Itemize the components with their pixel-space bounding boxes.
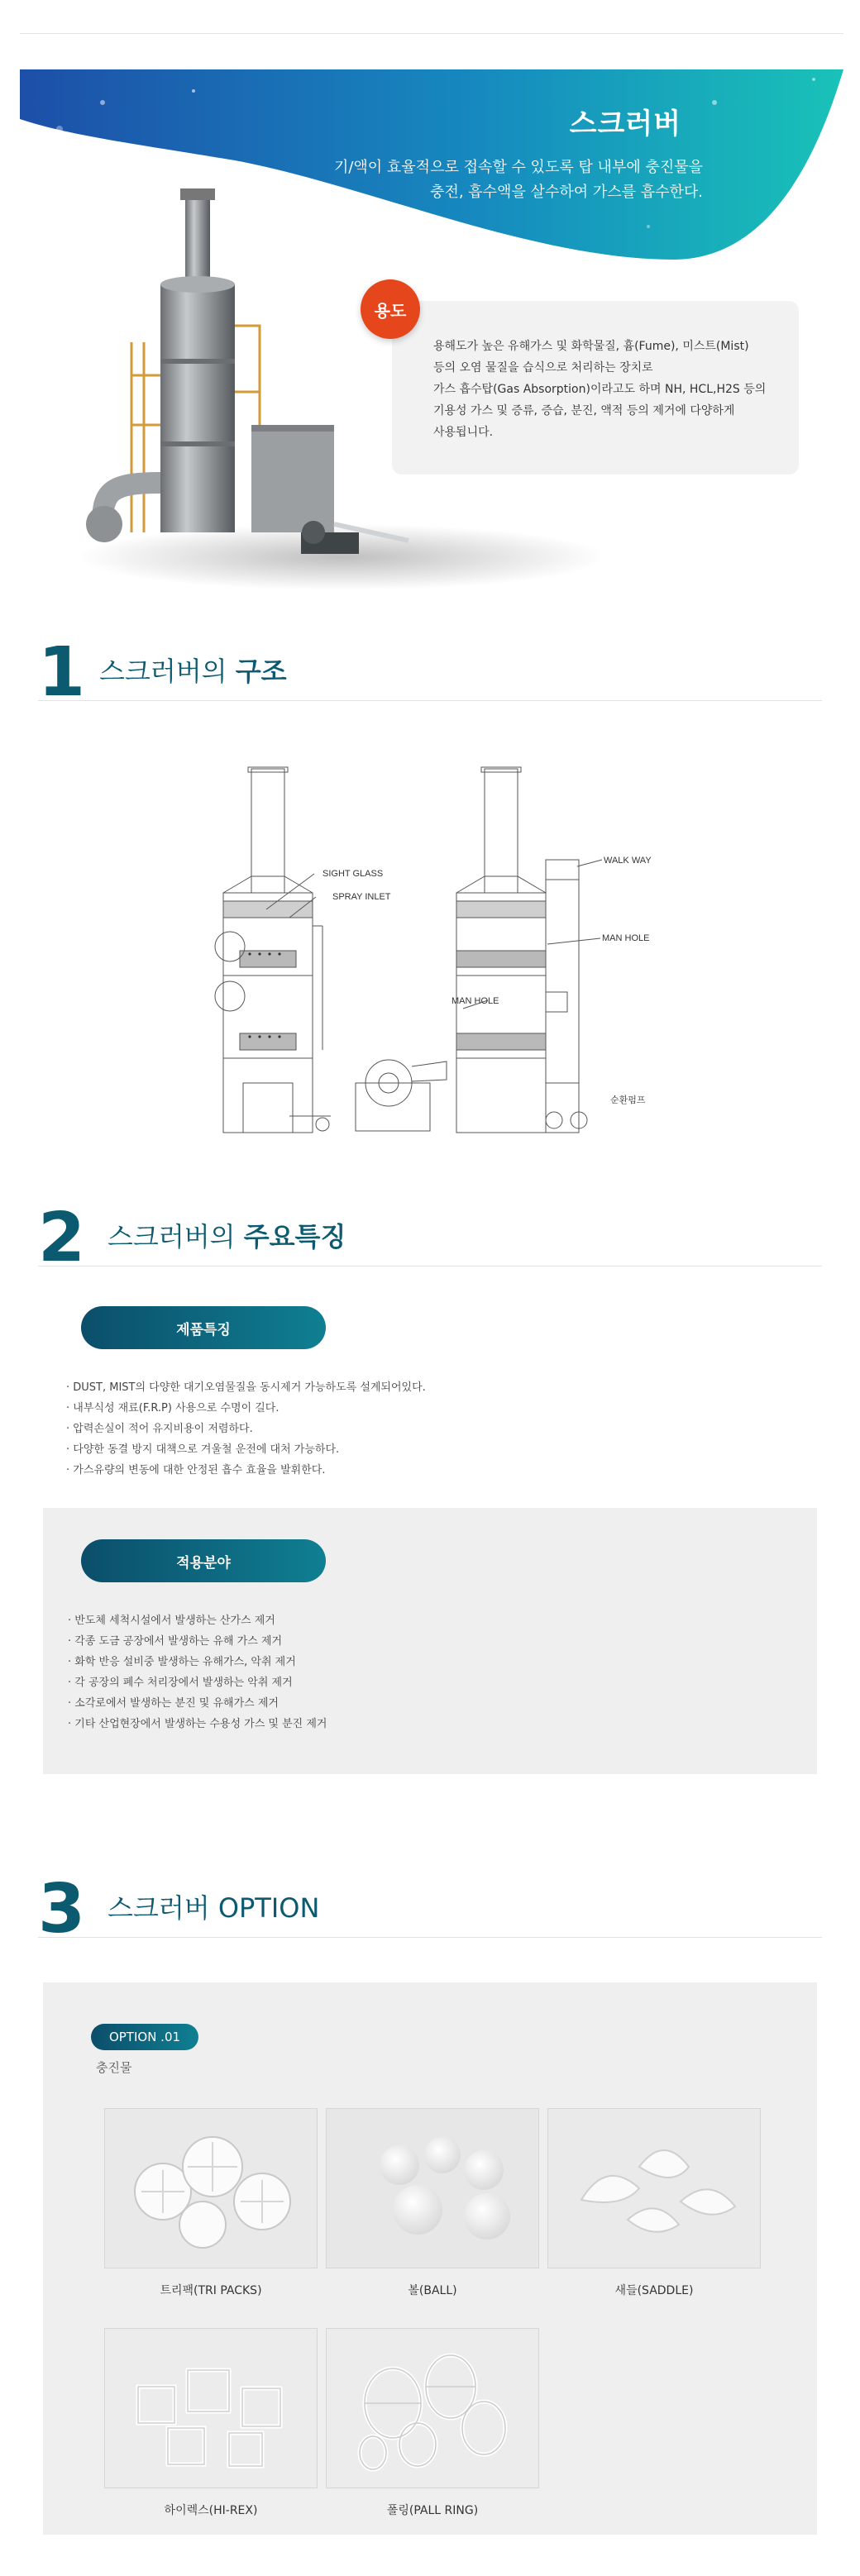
scrubber-structure-diagram [190, 752, 670, 1149]
section-title-bold: 주요특징 [243, 1221, 346, 1252]
saddle-image [547, 2108, 761, 2268]
applications-pill: 적용분야 [81, 1539, 326, 1582]
section-option-heading [38, 1875, 822, 1944]
ball-image [326, 2108, 539, 2268]
label-spray-inlet: SPRAY INLET [332, 892, 391, 902]
usage-line: 용해도가 높은 유해가스 및 화학물질, 흄(Fume), 미스트(Mist) [433, 340, 749, 353]
tile-caption: 폴링(PALL RING) [386, 2504, 479, 2517]
section-number: 2 [38, 1205, 86, 1272]
section-structure-heading [38, 638, 822, 707]
applications-list [68, 1610, 327, 1734]
usage-card [392, 301, 799, 475]
label-man-hole-top: MAN HOLE [602, 933, 650, 943]
features-pill: 제품특징 [81, 1306, 326, 1349]
applications-panel [43, 1508, 817, 1774]
usage-line: 등의 오염 물질을 습식으로 처리하는 장치로 [433, 361, 653, 374]
usage-badge: 용도 [361, 279, 420, 339]
hero-desc-line: 충전, 흡수액을 살수하여 가스를 흡수한다. [430, 184, 703, 201]
label-sight-glass: SIGHT GLASS [322, 869, 384, 879]
label-walk-way: WALK WAY [604, 856, 652, 866]
section-features-heading [38, 1204, 822, 1272]
packing-tile-tri-packs [104, 2108, 318, 2298]
features-item: · 압력손실이 적어 유지비용이 저렴하다. [66, 1423, 253, 1435]
option-subtitle: 충진물 [96, 2060, 132, 2075]
packing-tile-hi-rex [104, 2328, 318, 2518]
usage-line: 가스 흡수탑(Gas Absorption)이라고도 하며 NH, HCL,H2S 등의 [433, 383, 767, 396]
option-panel [43, 1982, 817, 2535]
tile-caption: 새들(SADDLE) [614, 2284, 694, 2297]
tile-caption: 트리팩(TRI PACKS) [160, 2284, 262, 2297]
label-man-hole: MAN HOLE [452, 996, 499, 1006]
tile-caption: 하이렉스(HI-REX) [164, 2504, 258, 2517]
features-list [66, 1377, 426, 1481]
applications-item: · 각 공장의 폐수 처리장에서 발생하는 악취 제거 [68, 1677, 293, 1689]
applications-item: · 기타 산업현장에서 발생하는 수용성 가스 및 분진 제거 [68, 1718, 327, 1730]
hi-rex-image [104, 2328, 318, 2488]
tri-packs-image [104, 2108, 318, 2268]
packing-tile-saddle [547, 2108, 761, 2298]
label-pump: 순환펌프 [610, 1095, 646, 1105]
packing-tile-ball [326, 2108, 539, 2298]
pall-ring-image [326, 2328, 539, 2488]
section-title [99, 651, 287, 689]
usage-line: 사용됩니다. [433, 426, 494, 439]
section-number: 3 [38, 1876, 86, 1944]
applications-item: · 각종 도금 공장에서 발생하는 유해 가스 제거 [68, 1635, 283, 1648]
option-pill: OPTION .01 [91, 2024, 198, 2050]
usage-line: 기용성 가스 및 증류, 증습, 분진, 액적 등의 제거에 다양하게 [433, 404, 735, 417]
hero-desc-line: 기/액이 효율적으로 접속할 수 있도록 탑 내부에 충진물을 [333, 159, 703, 176]
tile-caption: 볼(BALL) [408, 2284, 457, 2297]
applications-item: · 화학 반응 설비중 발생하는 유해가스, 악취 제거 [68, 1656, 296, 1668]
section-number: 1 [38, 639, 86, 707]
section-title-plain: 스크러버의 [108, 1221, 244, 1252]
section-title-plain: 스크러버 OPTION [108, 1892, 320, 1924]
features-item: · 가스유량의 변동에 대한 안정된 흡수 효율을 발휘한다. [66, 1464, 326, 1476]
features-item: · DUST, MIST의 다양한 대기오염물질을 동시제거 가능하도록 설계되어있다. [66, 1381, 426, 1394]
section-title [108, 1216, 346, 1254]
applications-item: · 소각로에서 발생하는 분진 및 유해가스 제거 [68, 1697, 279, 1710]
packing-tile-pall-ring [326, 2328, 539, 2518]
section-title-plain: 스크러버의 [99, 656, 236, 687]
applications-item: · 반도체 세척시설에서 발생하는 산가스 제거 [68, 1615, 275, 1627]
features-item: · 내부식성 재료(F.R.P) 사용으로 수명이 길다. [66, 1402, 280, 1414]
section-title-bold: 구조 [235, 656, 287, 687]
section-title [108, 1887, 319, 1925]
features-item: · 다양한 동결 방지 대책으로 겨울철 운전에 대처 가능하다. [66, 1443, 340, 1456]
hero-title: 스크러버 [569, 107, 681, 141]
top-divider [20, 33, 843, 34]
hero [20, 69, 843, 599]
